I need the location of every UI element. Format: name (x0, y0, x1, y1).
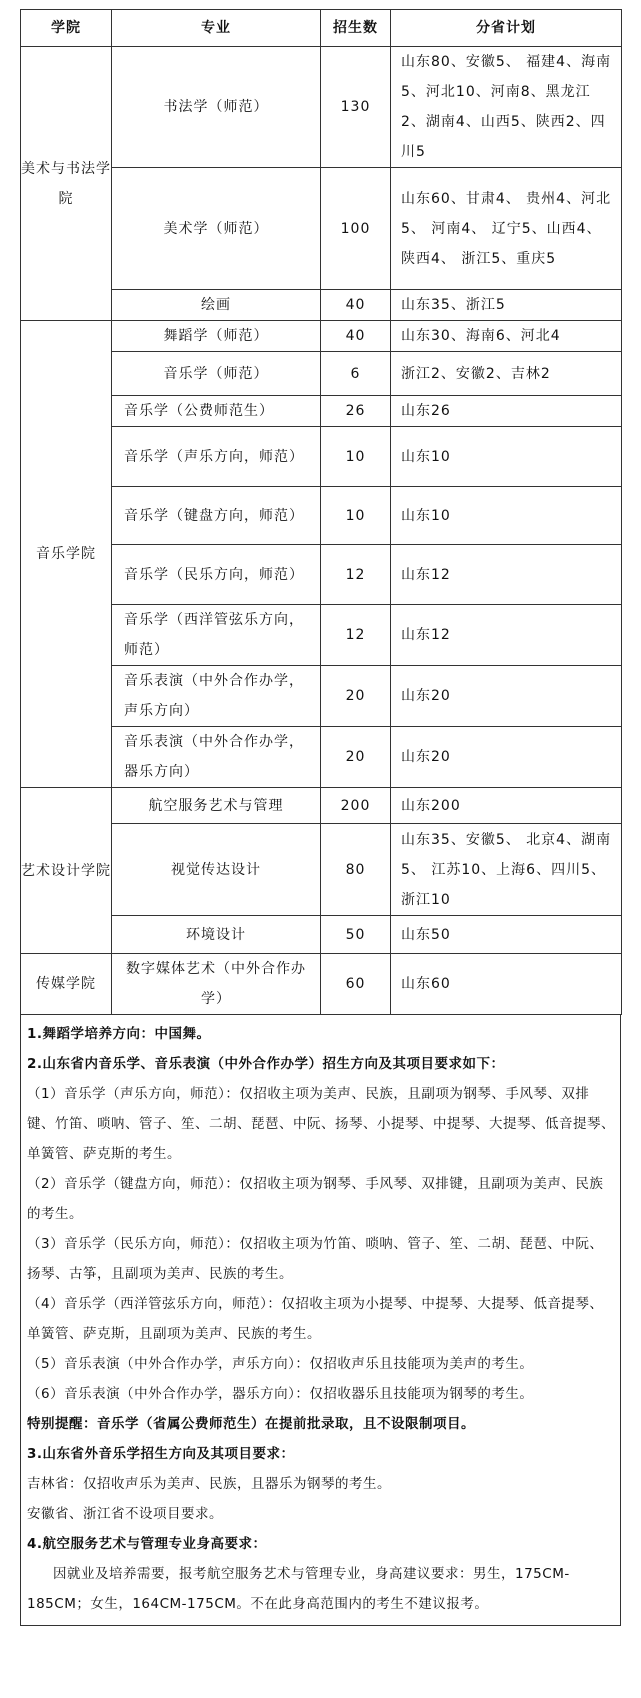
table-row (21, 605, 622, 666)
enrollment-document (20, 9, 621, 1626)
plan-cell: 山东60 (391, 954, 622, 1015)
college-cell: 艺术设计学院 (21, 788, 112, 954)
count-cell: 40 (321, 321, 391, 352)
table-row (21, 487, 622, 545)
major-cell: 音乐表演（中外合作办学，器乐方向） (112, 727, 321, 788)
major-cell: 航空服务艺术与管理 (112, 788, 321, 824)
table-row (21, 396, 622, 427)
table-row (21, 727, 622, 788)
major-cell: 音乐学（键盘方向，师范） (112, 487, 321, 545)
count-cell: 12 (321, 545, 391, 605)
plan-cell: 山东20 (391, 727, 622, 788)
table-row (21, 666, 622, 727)
plan-cell: 山东12 (391, 545, 622, 605)
header-major: 专业 (112, 10, 321, 47)
major-cell: 舞蹈学（师范） (112, 321, 321, 352)
plan-cell: 山东26 (391, 396, 622, 427)
major-cell: 书法学（师范） (112, 47, 321, 168)
table-header-row (21, 10, 622, 47)
count-cell: 60 (321, 954, 391, 1015)
count-cell: 10 (321, 427, 391, 487)
college-cell: 美术与书法学院 (21, 47, 112, 321)
plan-cell: 山东35、浙江5 (391, 290, 622, 321)
major-cell: 音乐学（西洋管弦乐方向，师范） (112, 605, 321, 666)
major-cell: 数字媒体艺术（中外合作办学） (112, 954, 321, 1015)
count-cell: 100 (321, 168, 391, 290)
notes-section (20, 1015, 621, 1626)
note-item: 安徽省、浙江省不设项目要求。 (27, 1506, 223, 1522)
count-cell: 20 (321, 666, 391, 727)
table-row (21, 788, 622, 824)
plan-cell: 山东12 (391, 605, 622, 666)
major-cell: 环境设计 (112, 916, 321, 954)
plan-cell: 山东80、安徽5、 福建4、海南5、河北10、河南8、黑龙江2、湖南4、山西5、陕西2、四川5 (391, 47, 622, 168)
major-cell: 音乐学（声乐方向，师范） (112, 427, 321, 487)
note-special-reminder: 特别提醒：音乐学（省属公费师范生）在提前批录取，且不设限制项目。 (27, 1416, 475, 1432)
note-height-heading: 4.航空服务艺术与管理专业身高要求： (27, 1536, 267, 1552)
table-row (21, 47, 622, 168)
plan-cell: 山东200 (391, 788, 622, 824)
major-cell: 音乐表演（中外合作办学，声乐方向） (112, 666, 321, 727)
header-plan: 分省计划 (391, 10, 622, 47)
table-row (21, 168, 622, 290)
college-cell: 音乐学院 (21, 321, 112, 788)
major-cell: 美术学（师范） (112, 168, 321, 290)
count-cell: 6 (321, 352, 391, 396)
count-cell: 200 (321, 788, 391, 824)
note-item: （2）音乐学（键盘方向，师范）：仅招收主项为钢琴、手风琴、双排键，且副项为美声、民族的考生。 (27, 1176, 604, 1222)
count-cell: 50 (321, 916, 391, 954)
major-cell: 绘画 (112, 290, 321, 321)
plan-cell: 浙江2、安徽2、吉林2 (391, 352, 622, 396)
note-dance-direction: 1.舞蹈学培养方向：中国舞。 (27, 1026, 211, 1042)
count-cell: 130 (321, 47, 391, 168)
plan-cell: 山东30、海南6、河北4 (391, 321, 622, 352)
college-cell: 传媒学院 (21, 954, 112, 1015)
table-row (21, 916, 622, 954)
count-cell: 80 (321, 824, 391, 916)
plan-cell: 山东50 (391, 916, 622, 954)
note-item: （1）音乐学（声乐方向，师范）：仅招收主项为美声、民族，且副项为钢琴、手风琴、双排键、竹笛、唢呐、管子、笙、二胡、琵琶、中阮、扬琴、小提琴、中提琴、大提琴、低音提琴、单簧管、萨克斯的考生。 (27, 1086, 615, 1162)
major-cell: 音乐学（民乐方向，师范） (112, 545, 321, 605)
note-outside-shandong-heading: 3.山东省外音乐学招生方向及其项目要求： (27, 1446, 295, 1462)
table-row (21, 427, 622, 487)
enrollment-table (20, 9, 622, 1015)
plan-cell: 山东35、安徽5、 北京4、湖南5、 江苏10、上海6、四川5、 浙江10 (391, 824, 622, 916)
count-cell: 20 (321, 727, 391, 788)
count-cell: 40 (321, 290, 391, 321)
note-item: 吉林省：仅招收声乐为美声、民族，且器乐为钢琴的考生。 (27, 1476, 391, 1492)
major-cell: 视觉传达设计 (112, 824, 321, 916)
note-item: （6）音乐表演（中外合作办学，器乐方向）：仅招收器乐且技能项为钢琴的考生。 (27, 1386, 534, 1402)
table-row (21, 321, 622, 352)
note-item: （4）音乐学（西洋管弦乐方向，师范）：仅招收主项为小提琴、中提琴、大提琴、低音提琴、单簧管、萨克斯，且副项为美声、民族的考生。 (27, 1296, 604, 1342)
count-cell: 10 (321, 487, 391, 545)
note-item: （3）音乐学（民乐方向，师范）：仅招收主项为竹笛、唢呐、管子、笙、二胡、琵琶、中阮、扬琴、古筝，且副项为美声、民族的考生。 (27, 1236, 604, 1282)
table-row (21, 954, 622, 1015)
header-count: 招生数 (321, 10, 391, 47)
header-college: 学院 (21, 10, 112, 47)
plan-cell: 山东20 (391, 666, 622, 727)
plan-cell: 山东60、甘肃4、 贵州4、河北5、 河南4、 辽宁5、山西4、 陕西4、 浙江5、重庆5 (391, 168, 622, 290)
table-row (21, 545, 622, 605)
table-row (21, 352, 622, 396)
count-cell: 12 (321, 605, 391, 666)
note-shandong-music-heading: 2.山东省内音乐学、音乐表演（中外合作办学）招生方向及其项目要求如下： (27, 1056, 505, 1072)
count-cell: 26 (321, 396, 391, 427)
plan-cell: 山东10 (391, 487, 622, 545)
note-item: （5）音乐表演（中外合作办学，声乐方向）：仅招收声乐且技能项为美声的考生。 (27, 1356, 534, 1372)
note-item: 因就业及培养需要，报考航空服务艺术与管理专业，身高建议要求：男生，175CM-185CM；女生，164CM-175CM。不在此身高范围内的考生不建议报考。 (27, 1566, 570, 1612)
major-cell: 音乐学（公费师范生） (112, 396, 321, 427)
plan-cell: 山东10 (391, 427, 622, 487)
table-row (21, 290, 622, 321)
major-cell: 音乐学（师范） (112, 352, 321, 396)
